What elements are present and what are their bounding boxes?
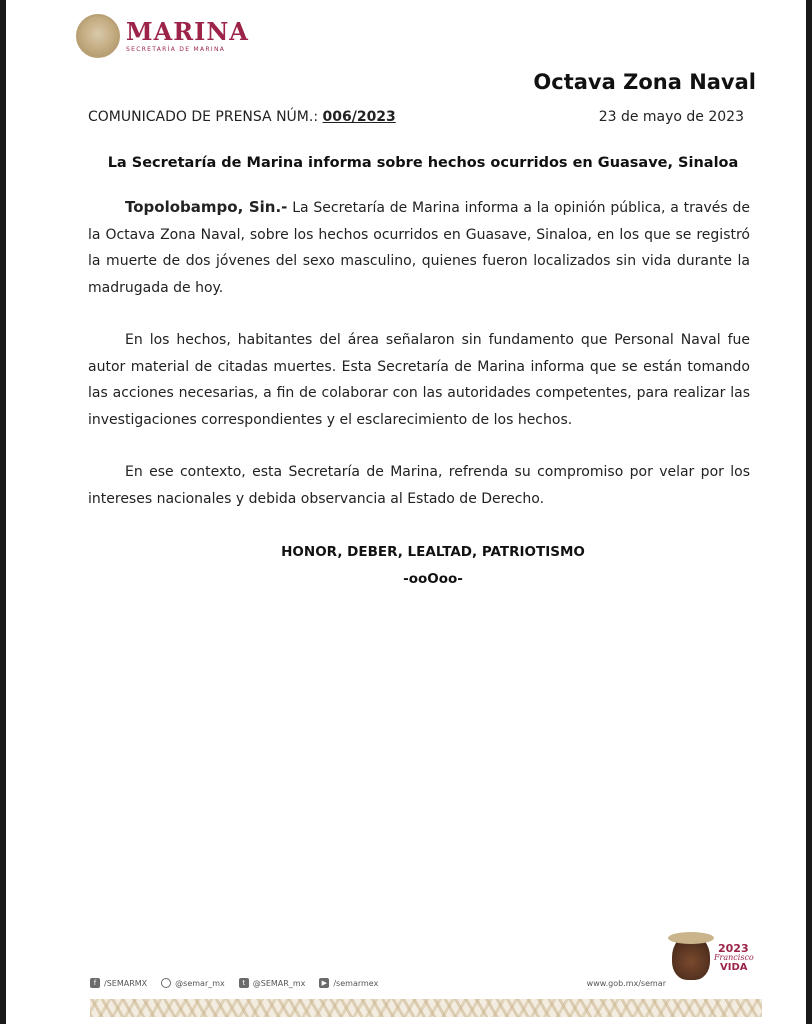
release-number: 006/2023: [322, 109, 396, 125]
brand-subtitle: SECRETARÍA DE MARINA: [126, 46, 226, 53]
paragraph-2: En los hechos, habitantes del área señalaron sin fundamento que Personal Naval fue autor material de citadas muertes. Esta Secretaría de Marina informa que se están tomando las acciones necesarias, a fin de colaborar con las autoridades competentes, para realizar las investigaciones correspondientes y el esclarecimiento de los hechos.: [88, 332, 750, 428]
social-bar: [90, 978, 666, 988]
zone-title: Octava Zona Naval: [533, 70, 756, 94]
release-prefix: COMUNICADO DE PRENSA NÚM.:: [88, 109, 323, 125]
brand-name: MARINA: [126, 17, 249, 46]
francisco-villa-emblem: [668, 930, 758, 986]
social-twitter[interactable]: [239, 978, 306, 988]
social-instagram[interactable]: [161, 978, 225, 988]
social-facebook[interactable]: [90, 978, 147, 988]
paragraph-1-text: La Secretaría de Marina informa a la opinión pública, a través de la Octava Zona Naval, sobre los hechos ocurridos en Guasave, Sinaloa, en los que se registró la muerte de dos jóvenes del sexo masculino, quienes fueron localizados sin vida durante la madrugada de hoy.: [88, 200, 750, 296]
motto: HONOR, DEBER, LEALTAD, PATRIOTISMO: [281, 544, 585, 560]
paragraph-3: En ese contexto, esta Secretaría de Marina, refrenda su compromiso por velar por los intereses nacionales y debida observancia al Estado de Derecho.: [88, 464, 750, 507]
motto-block: [88, 539, 778, 593]
social-handle: @semar_mx: [175, 978, 225, 988]
document-page: [6, 0, 806, 1024]
emblem-year: 2023: [718, 942, 749, 955]
emblem-name: Francisco: [714, 953, 754, 962]
youtube-icon: ▶: [319, 978, 329, 988]
facebook-icon: f: [90, 978, 100, 988]
decorative-band: [90, 999, 762, 1017]
social-youtube[interactable]: [319, 978, 378, 988]
website-link[interactable]: www.gob.mx/semar: [586, 978, 666, 988]
marina-logo: [76, 14, 249, 58]
release-label: [88, 109, 396, 125]
instagram-icon: [161, 978, 171, 988]
release-date: 23 de mayo de 2023: [598, 109, 744, 125]
release-line: [88, 109, 744, 125]
social-handle: /SEMARMX: [104, 978, 148, 988]
sombrero-icon: [668, 932, 714, 944]
social-handle: /semarmex: [333, 978, 379, 988]
brand-block: [126, 19, 249, 53]
body-text: [88, 194, 750, 538]
emblem-word: VIDA: [720, 962, 748, 973]
twitter-icon: t: [239, 978, 249, 988]
social-handle: @SEMAR_mx: [252, 978, 306, 988]
national-seal-icon: [76, 14, 120, 58]
place-label: Topolobampo, Sin.-: [125, 198, 288, 216]
paragraph-1: [88, 194, 750, 301]
closing-mark: -ooOoo-: [403, 571, 463, 587]
headline: La Secretaría de Marina informa sobre hechos ocurridos en Guasave, Sinaloa: [107, 155, 739, 171]
